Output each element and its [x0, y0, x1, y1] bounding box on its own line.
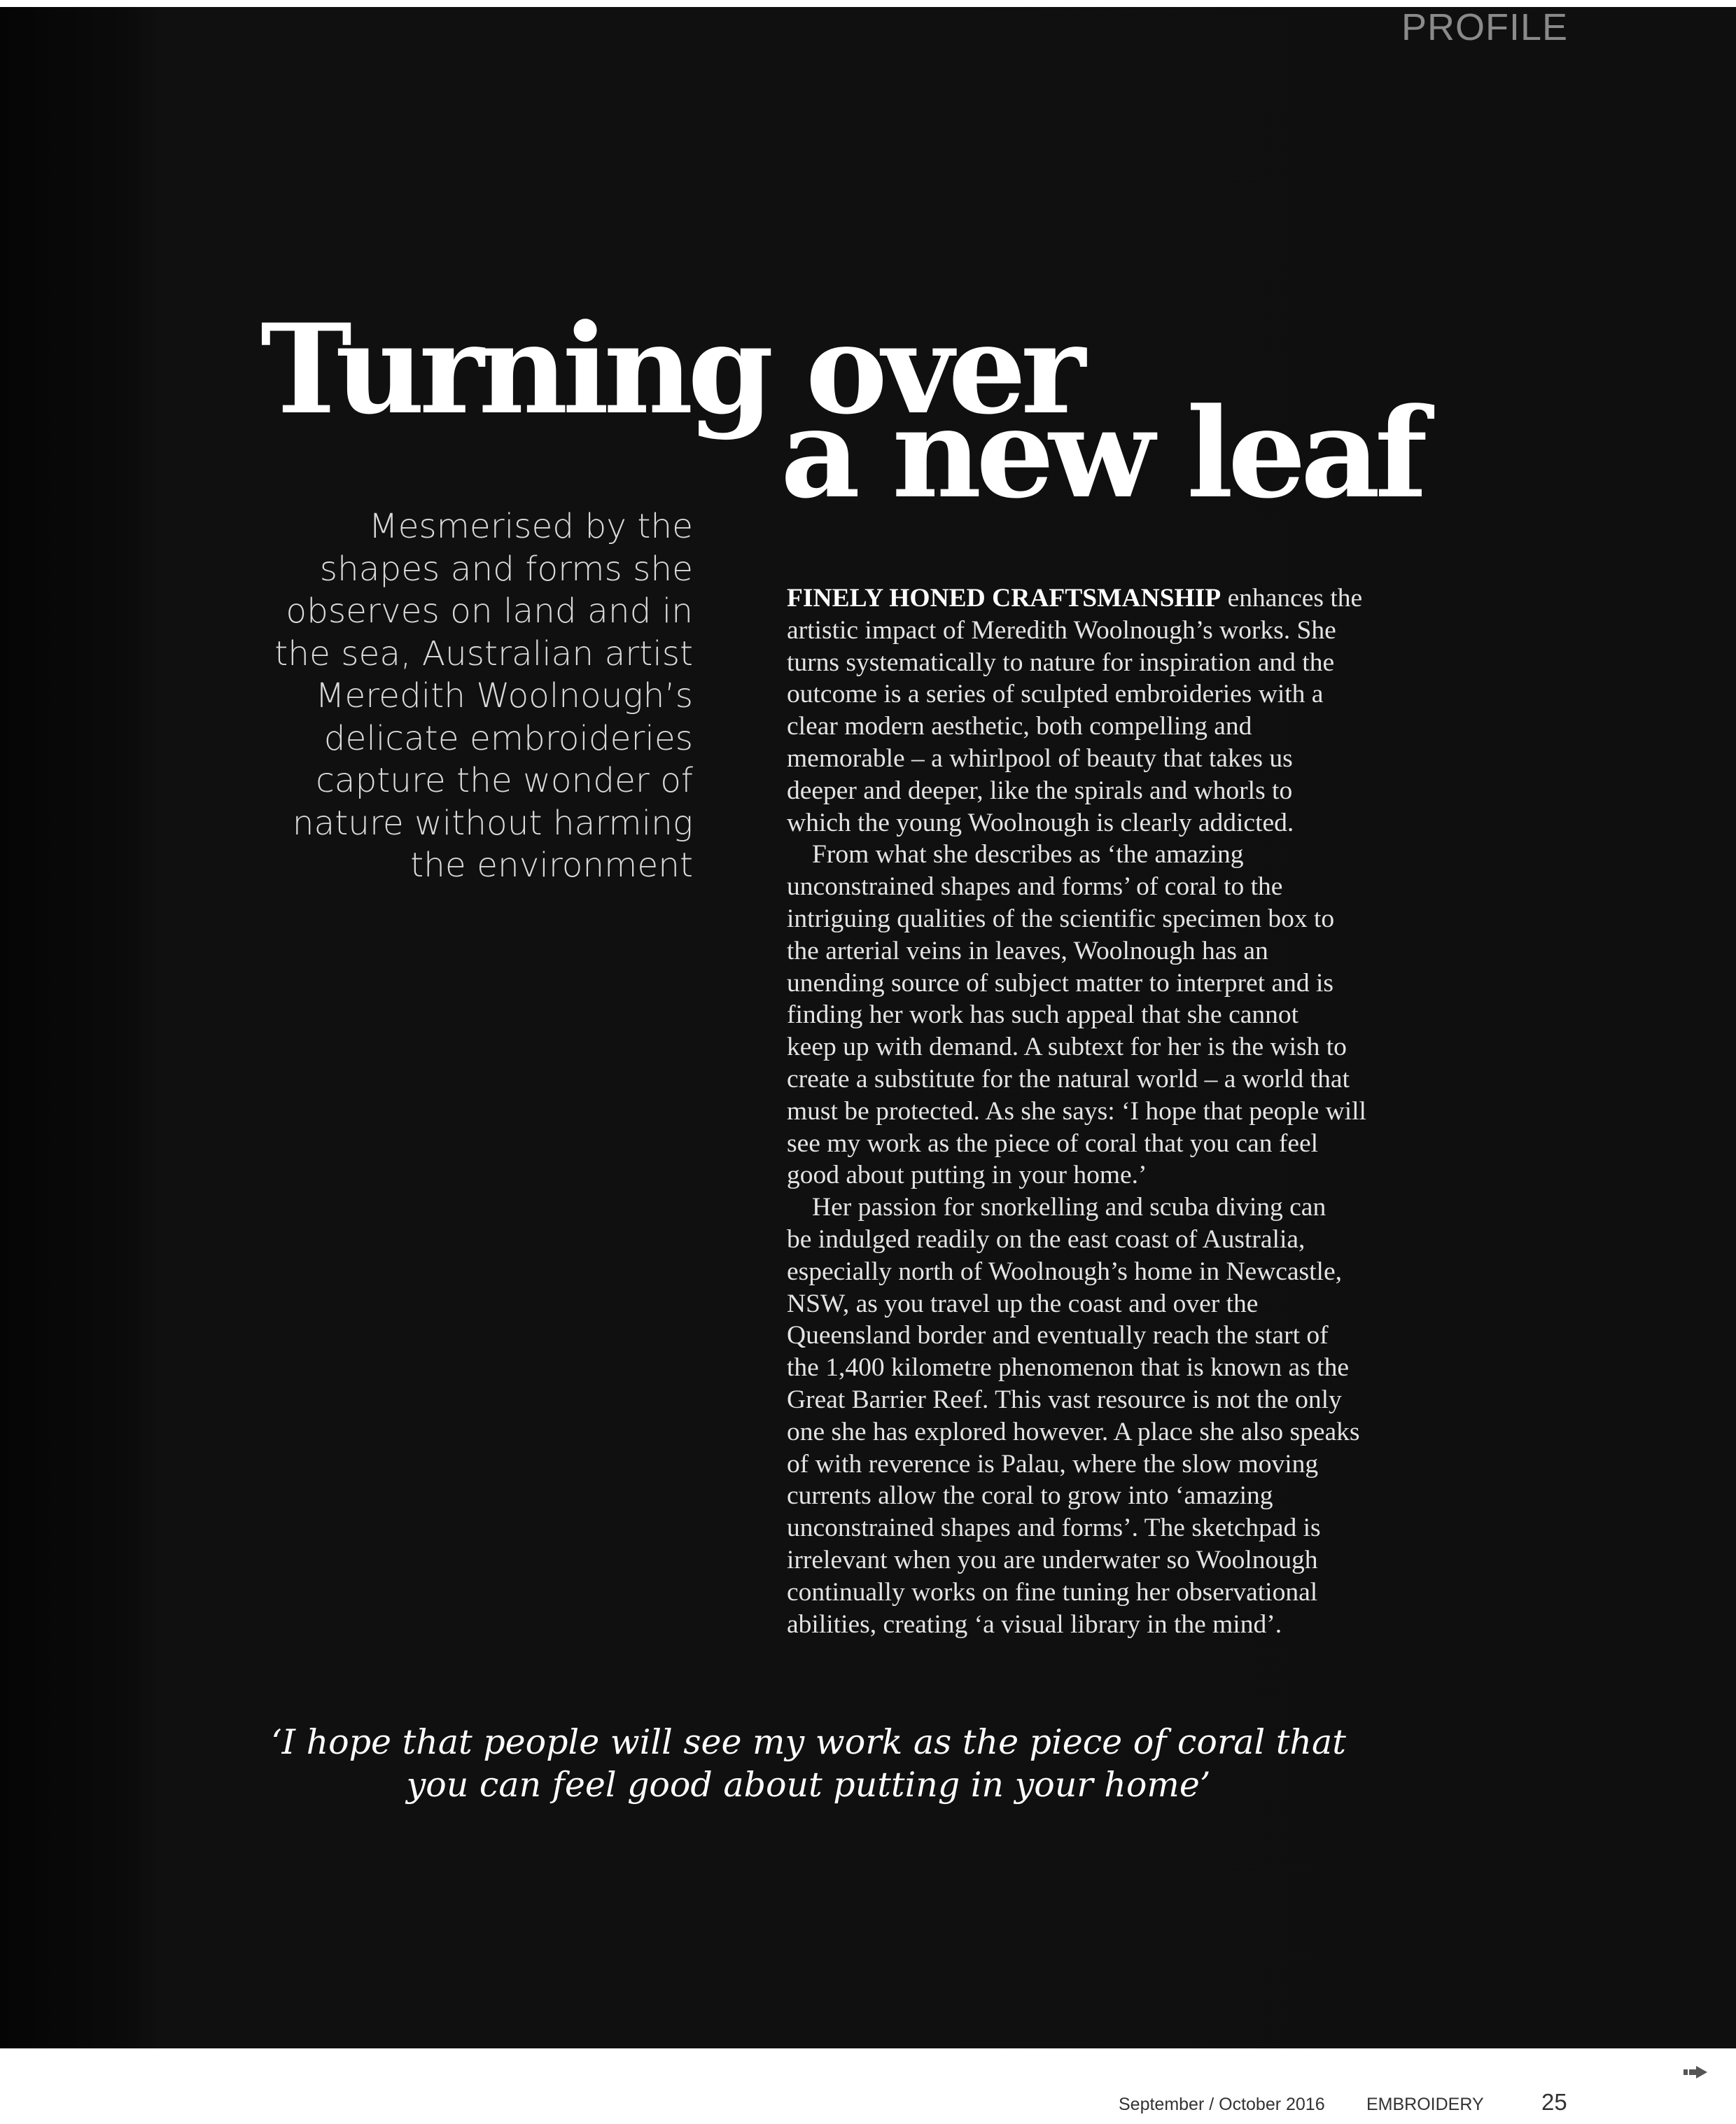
body-line: abilities, creating ‘a visual library in the mind’.: [787, 1609, 1282, 1639]
body-line: see my work as the piece of coral that you can feel: [787, 1129, 1319, 1158]
body-line: keep up with demand. A subtext for her is the wish to: [787, 1033, 1347, 1062]
pull-quote-line: you can feel good about putting in your home’: [406, 1765, 1211, 1805]
body-line: which the young Woolnough is clearly addicted.: [787, 808, 1294, 837]
body-line: create a substitute for the natural world – a world that: [787, 1064, 1350, 1094]
body-line: memorable – a whirlpool of beauty that takes us: [787, 743, 1293, 773]
body-line: outcome is a series of sculpted embroideries with a: [787, 680, 1324, 709]
body-line: unconstrained shapes and forms’ of coral to the: [787, 872, 1283, 902]
body-line: irrelevant when you are underwater so Woolnough: [787, 1545, 1318, 1574]
body-line: NSW, as you travel up the coast and over the: [787, 1289, 1259, 1318]
standfirst-line: Meredith Woolnough’s: [315, 676, 693, 715]
article-body: [787, 582, 1431, 1640]
body-line: be indulged readily on the east coast of Australia,: [787, 1224, 1306, 1254]
body-line: good about putting in your home.’: [787, 1161, 1147, 1190]
body-line: finding her work has such appeal that she cannot: [787, 1000, 1299, 1030]
pull-quote-line: ‘I hope that people will see my work as the piece of coral that: [271, 1722, 1346, 1762]
standfirst-line: the sea, Australian artist: [274, 634, 693, 673]
body-line: deeper and deeper, like the spirals and whorls to: [787, 776, 1293, 805]
pull-quote: [217, 1721, 1400, 1806]
arrow-right-icon[interactable]: [1684, 2065, 1709, 2079]
body-line: Her passion for snorkelling and scuba diving can: [812, 1193, 1326, 1222]
body-line: especially north of Woolnough’s home in Newcastle,: [787, 1257, 1342, 1286]
page-number: 25: [1541, 2089, 1567, 2115]
body-line: of with reverence is Palau, where the slow moving: [787, 1449, 1319, 1479]
body-line: continually works on fine tuning her observational: [787, 1577, 1318, 1607]
standfirst-line: capture the wonder of: [316, 761, 693, 800]
standfirst-line: the environment: [410, 846, 693, 885]
body-line: [787, 582, 1431, 615]
footer-magazine-name: EMBROIDERY: [1366, 2095, 1484, 2114]
body-line: currents allow the coral to grow into ‘amazing: [787, 1481, 1273, 1511]
standfirst-line: delicate embroideries: [323, 718, 693, 758]
standfirst-line: shapes and forms she: [319, 549, 693, 589]
body-line: the arterial veins in leaves, Woolnough has an: [787, 936, 1268, 965]
footer-issue-date: September / October 2016: [1119, 2095, 1325, 2114]
body-line: the 1,400 kilometre phenomenon that is known as the: [787, 1353, 1349, 1383]
standfirst-line: nature without harming: [292, 803, 693, 843]
headline-line-2: a new leaf: [780, 381, 1422, 526]
lead-in: FINELY HONED CRAFTSMANSHIP: [787, 584, 1222, 613]
body-line: artistic impact of Meredith Woolnough’s works. She: [787, 615, 1336, 645]
body-line: From what she describes as ‘the amazing: [812, 840, 1244, 869]
body-line: one she has explored however. A place she also speaks: [787, 1417, 1360, 1446]
body-line: clear modern aesthetic, both compelling and: [787, 712, 1252, 741]
standfirst: [238, 505, 693, 887]
body-line: Queensland border and eventually reach the start of: [787, 1321, 1329, 1350]
body-line: turns systematically to nature for inspiration and the: [787, 648, 1335, 677]
body-line: intriguing qualities of the scientific specimen box to: [787, 904, 1335, 933]
body-line: must be protected. As she says: ‘I hope that people will: [787, 1096, 1366, 1126]
headline-line-1: Turning over: [260, 297, 1080, 442]
standfirst-line: observes on land and in: [286, 592, 693, 631]
body-line: unconstrained shapes and forms’. The sketchpad is: [787, 1514, 1321, 1543]
section-label: PROFILE: [1401, 6, 1568, 48]
body-line: Great Barrier Reef. This vast resource is not the only: [787, 1385, 1342, 1414]
standfirst-line: Mesmerised by the: [368, 507, 693, 546]
body-line-text: enhances the: [1221, 584, 1363, 613]
body-line: unending source of subject matter to interpret and is: [787, 968, 1334, 998]
